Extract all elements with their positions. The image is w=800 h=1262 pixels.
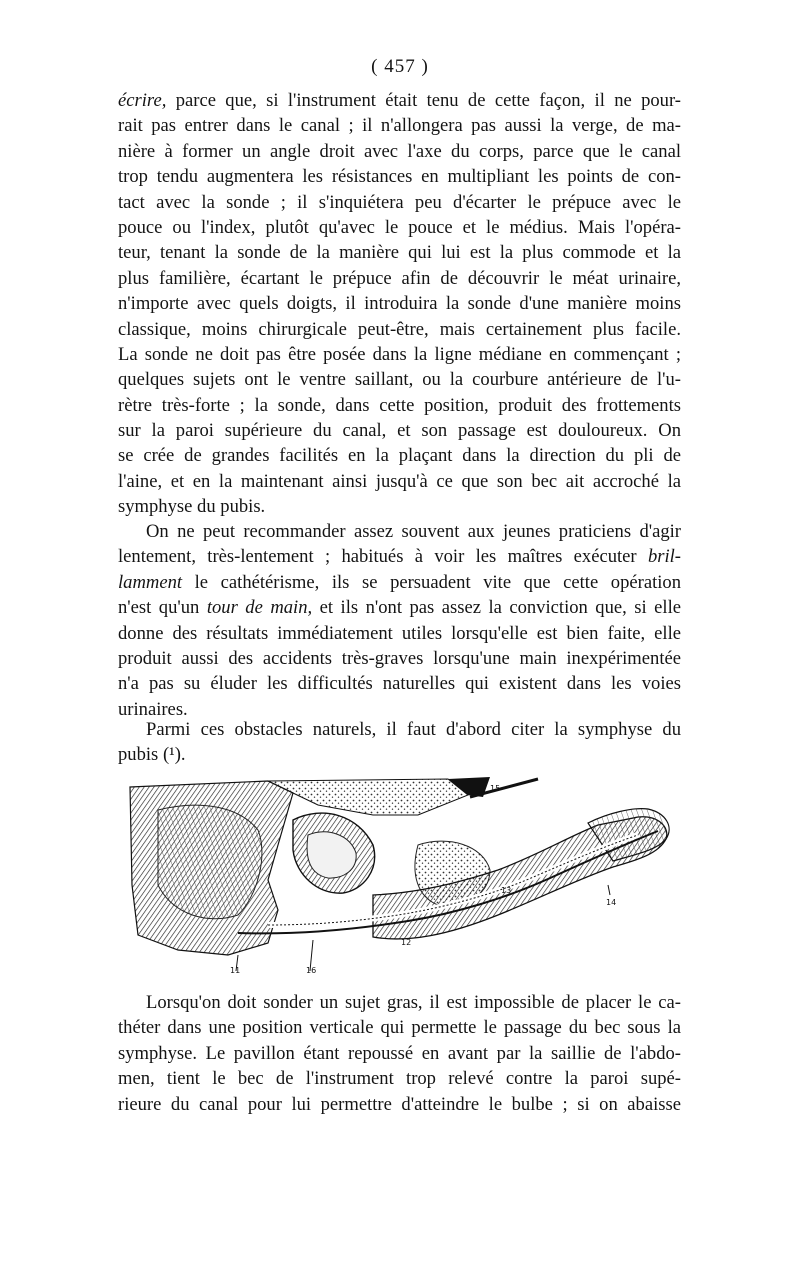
figure-label: 14 xyxy=(606,898,617,907)
figure-label: 12 xyxy=(401,938,412,947)
pointer-line xyxy=(608,885,610,895)
text-line: l'aine, et en la maintenant ainsi jusqu'à ce que son bec ait accroché la xyxy=(118,470,681,492)
text-line: plus familière, écartant le prépuce afin de découvrir le méat urinaire, xyxy=(118,267,681,289)
text-line: n'a pas su éluder les difficultés naturelles qui existent dans les voies xyxy=(118,673,681,695)
italic-text: tour de main, xyxy=(206,597,313,619)
text-line: men, tient le bec de l'instrument trop relevé contre la paroi supé- xyxy=(118,1068,681,1090)
text-line: rètre très-forte ; la sonde, dans cette position, produit des frottements xyxy=(118,394,681,416)
text-line xyxy=(118,88,681,113)
abdominal-wall-shape xyxy=(268,779,468,815)
text-line: symphyse. Le pavillon étant repoussé en avant par la saillie de l'abdo- xyxy=(118,1042,681,1064)
text-line: produit aussi des accidents très-graves lorsqu'une main inexpérimentée xyxy=(118,647,681,669)
text-line: donne des résultats immédiatement utiles lorsqu'elle est bien faite, elle xyxy=(118,622,681,644)
italic-text: bril- xyxy=(647,546,681,568)
page-number: ( 457 ) xyxy=(371,56,429,77)
italic-text: lamment xyxy=(118,571,183,593)
line-text: et ils n'ont pas assez la conviction que, si elle xyxy=(312,597,681,619)
figure-label: 13 xyxy=(501,886,512,895)
figure-label: 16 xyxy=(306,966,317,975)
text-line: sur la paroi supérieure du canal, et son passage est douloureux. On xyxy=(118,420,681,442)
paragraph-4 xyxy=(118,990,681,1117)
paragraph-2 xyxy=(118,519,681,722)
line-text: lentement, très-lentement ; habitués à voir les maîtres exécuter xyxy=(118,546,648,568)
paragraph-1 xyxy=(118,88,681,520)
text-line: classique, moins chirurgicale peut-être, mais certainement plus facile. xyxy=(118,318,681,340)
text-line: pouce ou l'index, plutôt qu'avec le pouce et le médius. Mais l'opéra- xyxy=(118,216,681,238)
text-line xyxy=(118,544,681,569)
text-line: teur, tenant la sonde de la manière qui lui est la plus commode et la xyxy=(118,242,681,264)
text-line: trop tendu augmentera les résistances en multipliant les points de con- xyxy=(118,166,681,188)
text-line: On ne peut recommander assez souvent aux jeunes praticiens d'agir xyxy=(146,521,681,542)
bladder-shape xyxy=(158,805,262,919)
text-line: n'importe avec quels doigts, il introduira la sonde d'une manière moins xyxy=(118,293,681,315)
anatomical-illustration xyxy=(118,775,681,975)
line-text: n'est qu'un xyxy=(118,597,207,619)
text-line: symphyse du pubis. xyxy=(118,496,266,518)
text-line: nière à former un angle droit avec l'axe du corps, parce que le canal xyxy=(118,140,681,162)
figure-label: 15 xyxy=(490,784,501,793)
text-line: se crée de grandes facilités en la plaçant dans la direction du pli de xyxy=(118,445,681,467)
text-line: urinaires. xyxy=(118,698,188,720)
line-text: le cathétérisme, ils se persuadent vite que cette opération xyxy=(182,571,681,593)
text-line: théter dans une position verticale qui permette le passage du bec sous la xyxy=(118,1017,681,1039)
text-line: rieure du canal pour lui permettre d'atteindre le bulbe ; si on abaisse xyxy=(118,1093,681,1115)
paragraph-3 xyxy=(118,717,681,768)
text-line: quelques sujets ont le ventre saillant, ou la courbure antérieure de l'u- xyxy=(118,369,681,391)
text-line: Parmi ces obstacles naturels, il faut d'abord citer la symphyse du xyxy=(146,719,681,740)
line-text: parce que, si l'instrument était tenu de cette façon, il ne pour- xyxy=(166,90,681,111)
text-line: tact avec la sonde ; il s'inquiétera peu d'écarter le prépuce avec le xyxy=(118,191,681,213)
text-line: rait pas entrer dans le canal ; il n'allongera pas aussi la verge, de ma- xyxy=(118,115,681,137)
figure-label: 11 xyxy=(230,966,241,975)
text-line xyxy=(118,595,681,620)
text-line: Lorsqu'on doit sonder un sujet gras, il est impossible de placer le ca- xyxy=(146,992,681,1013)
text-line xyxy=(118,570,681,595)
italic-text: écrire, xyxy=(118,90,167,111)
text-line: La sonde ne doit pas être posée dans la ligne médiane en commençant ; xyxy=(118,343,681,365)
text-line: pubis (¹). xyxy=(118,744,186,766)
